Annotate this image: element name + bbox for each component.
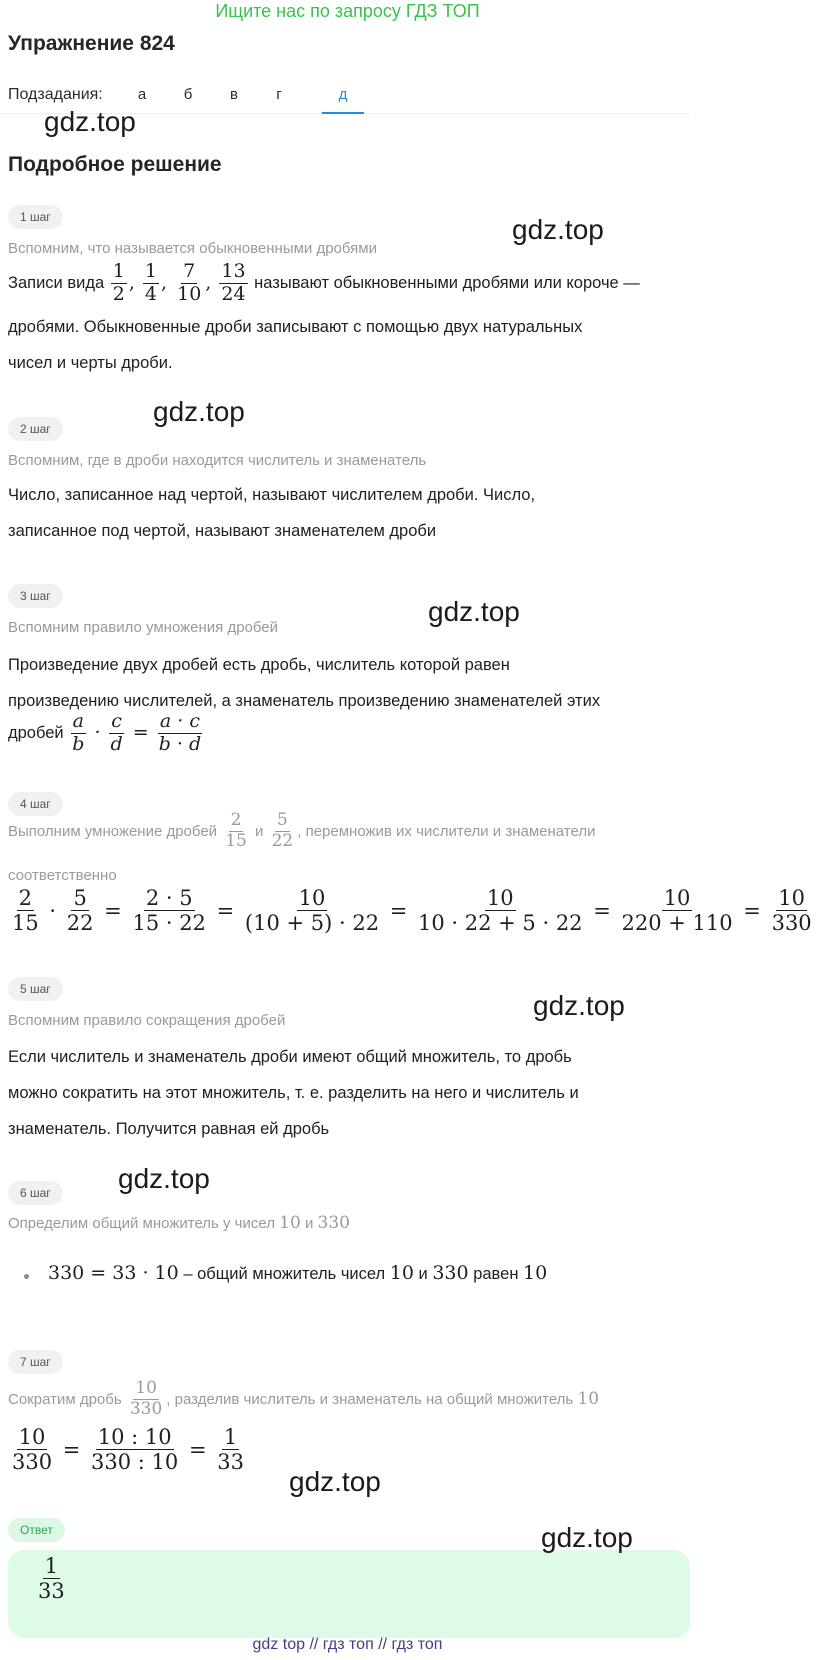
bullet-item: 330 = 33 · 10 – общий множитель чисел 10 и 330 равен 10 — [48, 1262, 548, 1284]
fraction-num: 1 — [112, 260, 125, 282]
watermark: gdz.top — [153, 396, 245, 427]
tab-g[interactable]: г — [276, 86, 282, 103]
formula-step4: $\frac{2}{15}$ · $\frac{5}{22}$ = $\frac{2 \cdot 5}{15 \cdot 22}$ = $\frac{10}{(10 + 5) \cdot 22}$ = $\frac{10}{10 \cdot 22 + 5 \cdot 22}$ = $\frac{10}{220 + 110}$ = $\frac{10}{330}$ — [12, 886, 812, 936]
step-badge: 5 шаг — [8, 977, 63, 1001]
watermark: gdz.top — [44, 106, 136, 137]
page-title: Упражнение 824 — [8, 32, 175, 55]
step-text-line: Если числитель и знаменатель дроби имеют общий множитель, то дробь — [8, 1048, 572, 1066]
step-text-line: знаменатель. Получится равная ей дробь — [8, 1120, 330, 1138]
step-badge: 4 шаг — [8, 792, 63, 816]
text-prefix: дробей — [8, 723, 64, 742]
step-text-line: можно сократить на этот множитель, т. е. разделить на него и числитель и — [8, 1084, 579, 1102]
hint-text: , разделив числитель и знаменатель на общий множитель — [166, 1390, 574, 1408]
fraction-5-22: $\frac{5}{22}$ — [271, 810, 294, 851]
step-hint: Определим общий множитель у чисел 10 и 330 — [8, 1213, 350, 1233]
fraction-den: 4 — [144, 282, 158, 305]
step-text-line: Произведение двух дробей есть дробь, числитель которой равен — [8, 656, 510, 674]
tab-a[interactable]: а — [137, 86, 147, 103]
step-hint: Сократим дробь $\frac{10}{330}$ , разделив числитель и знаменатель на общий множитель 10 — [8, 1378, 600, 1419]
watermark: gdz.top — [118, 1163, 210, 1194]
watermark: gdz.top — [289, 1466, 381, 1497]
hint-text: и — [255, 822, 264, 840]
tab-v[interactable]: в — [230, 86, 238, 103]
section-title: Подробное решение — [8, 153, 222, 176]
step-badge: 7 шаг — [8, 1350, 63, 1374]
step-text-line: Число, записанное над чертой, называют числителем дроби. Число, — [8, 486, 536, 504]
step-hint: соответственно — [8, 867, 117, 884]
bullet-text: – общий множитель чисел — [183, 1265, 386, 1283]
answer-fraction — [34, 1555, 69, 1602]
hint-text: , перемножив их числители и знаменатели — [297, 822, 596, 840]
step-hint: Вспомним правило умножения дробей — [8, 619, 279, 636]
hint-text: Сократим дробь — [8, 1390, 122, 1408]
fraction-den: 10 — [177, 282, 202, 305]
footer-links[interactable]: gdz top // гдз топ // гдз топ — [252, 1636, 443, 1653]
fraction-den: 2 — [112, 282, 125, 305]
fraction-10-330: $\frac{10}{330}$ — [129, 1378, 163, 1419]
text-prefix: Записи вида — [8, 273, 105, 292]
answer-badge: Ответ — [8, 1518, 65, 1542]
active-tab-indicator — [322, 112, 364, 114]
step-badge: 1 шаг — [8, 205, 63, 229]
watermark: gdz.top — [541, 1522, 633, 1553]
answer-den: 33 — [38, 1579, 65, 1604]
hint-text: Выполним умножение дробей — [8, 822, 218, 840]
step-text-line: записанное под чертой, называют знаменателем дроби — [8, 522, 437, 540]
fraction-num: 1 — [144, 260, 158, 282]
fraction-num: 13 — [221, 260, 246, 282]
hint-text: и — [304, 1215, 314, 1232]
bullet-dot — [24, 1274, 29, 1279]
formula-multiplication: $\frac{a}{b}$ · $\frac{c}{d}$ = $\frac{a \cdot c}{b \cdot d}$ — [72, 710, 202, 755]
step-badge: 2 шаг — [8, 417, 63, 441]
tab-d-active[interactable]: д — [338, 86, 348, 103]
step-hint — [8, 812, 595, 851]
answer-box — [8, 1550, 690, 1638]
step-hint: Вспомним, что называется обыкновенными дробями — [8, 240, 377, 257]
step-hint: Вспомним правило сокращения дробей — [8, 1012, 286, 1029]
step-badge: 6 шаг — [8, 1181, 63, 1205]
step-text-line: чисел и черты дроби. — [8, 354, 173, 372]
watermark: gdz.top — [512, 214, 604, 245]
hint-text: Определим общий множитель у чисел — [8, 1215, 275, 1232]
fraction-num: 7 — [183, 260, 196, 282]
watermark: gdz.top — [428, 596, 520, 627]
bullet-text: равен — [473, 1265, 519, 1283]
bullet-text: и — [418, 1265, 428, 1283]
formula-step7: $\frac{10}{330}$ = $\frac{10 : 10}{330 : 10}$ = $\frac{1}{33}$ — [12, 1425, 244, 1475]
step-text-line: произведению числителей, а знаменатель произведению знаменателей этих — [8, 692, 601, 710]
step-text-line: дробями. Обыкновенные дроби записывают с помощью двух натуральных — [8, 318, 583, 336]
subtasks-label: Подзадания: — [8, 86, 103, 103]
step-badge: 3 шаг — [8, 584, 63, 608]
step-hint: Вспомним, где в дроби находится числитель и знаменатель — [8, 452, 427, 469]
fraction-den: 24 — [221, 282, 246, 305]
watermark: gdz.top — [533, 990, 625, 1021]
text-suffix: называют обыкновенными дробями или короче — — [254, 273, 640, 292]
step-text-line — [8, 262, 640, 305]
search-banner[interactable]: Ищите нас по запросу ГДЗ ТОП — [215, 1, 480, 21]
fraction-list: $\frac{1}{2}$ , $\frac{1}{4}$ , $\frac{7}{10}$ , $\frac{13}{24}$ — [112, 260, 246, 305]
fraction-2-15: $\frac{2}{15}$ — [225, 810, 247, 851]
step-text-line — [8, 712, 205, 755]
answer-num: 1 — [44, 1554, 59, 1578]
tab-b[interactable]: б — [183, 86, 193, 103]
